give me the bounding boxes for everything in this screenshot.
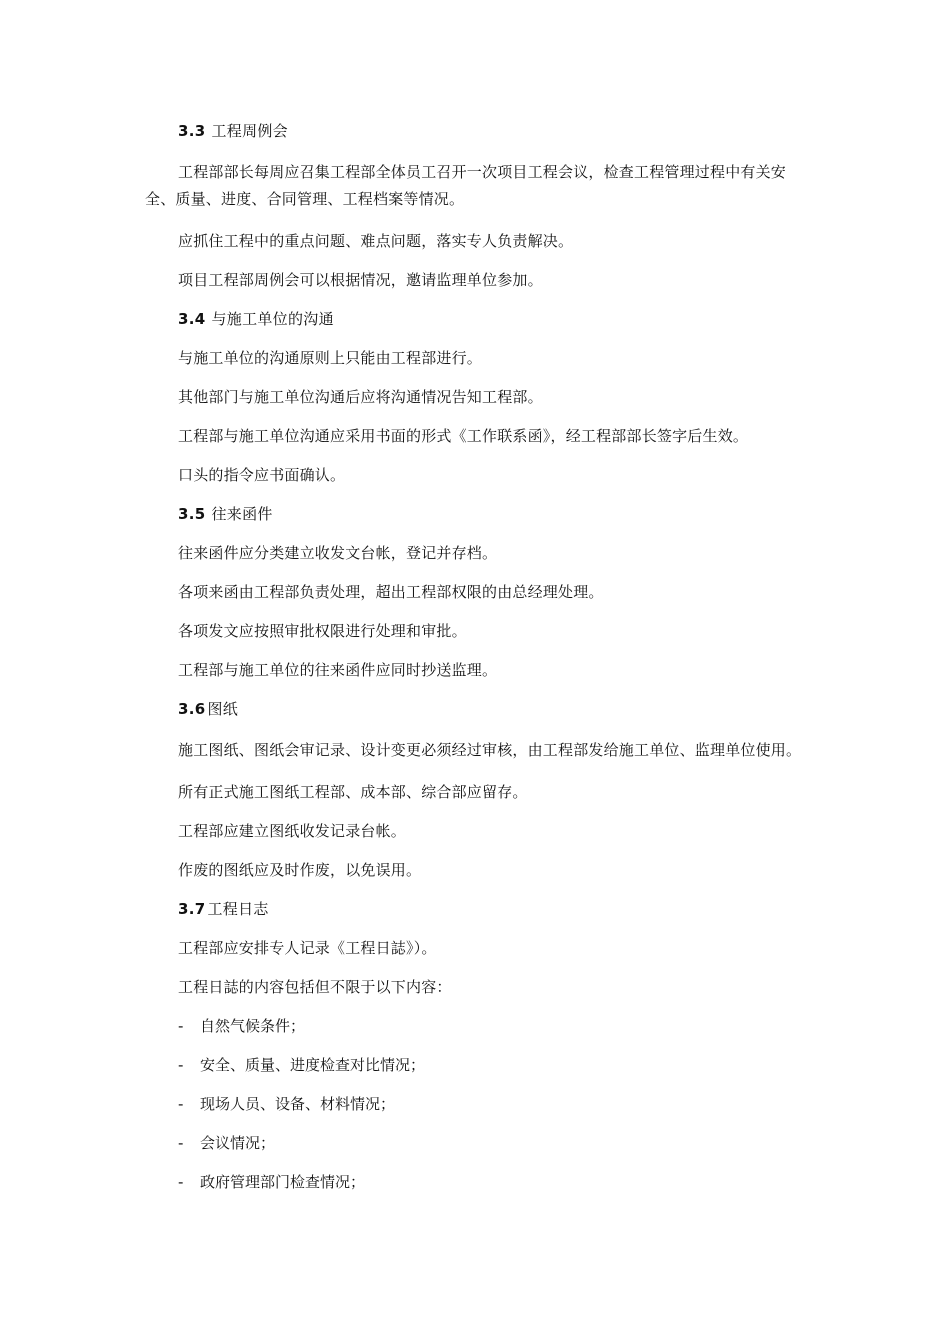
paragraph: 各项发文应按照审批权限进行处理和审批。 bbox=[178, 622, 467, 640]
list-item-text: 政府管理部门检查情况； bbox=[200, 1173, 366, 1191]
paragraph: 往来函件应分类建立收发文台帐，登记并存档。 bbox=[178, 544, 498, 562]
section-heading-3-7 bbox=[145, 898, 810, 920]
list-item bbox=[145, 1132, 810, 1154]
dash-bullet: - bbox=[178, 1095, 184, 1113]
list-item-text: 安全、质量、进度检查对比情况； bbox=[200, 1056, 426, 1074]
paragraph: 工程部应建立图纸收发记录台帐。 bbox=[178, 822, 407, 840]
paragraph: 所有正式施工图纸工程部、成本部、综合部应留存。 bbox=[178, 783, 528, 801]
list-item-text: 会议情况； bbox=[200, 1134, 276, 1152]
section-number: 3.7 bbox=[178, 900, 206, 918]
dash-bullet: - bbox=[178, 1017, 184, 1035]
paragraph: 与施工单位的沟通原则上只能由工程部进行。 bbox=[178, 349, 483, 367]
section-title: 图纸 bbox=[207, 700, 239, 718]
section-heading-3-5 bbox=[145, 503, 810, 525]
paragraph: 其他部门与施工单位沟通后应将沟通情况告知工程部。 bbox=[178, 388, 543, 406]
section-heading-3-6 bbox=[145, 698, 810, 720]
section-number: 3.6 bbox=[178, 700, 206, 718]
section-title: 往来函件 bbox=[211, 505, 273, 523]
section-number: 3.3 bbox=[178, 122, 206, 140]
paragraph: 应抓住工程中的重点问题、难点问题，落实专人负责解决。 bbox=[178, 232, 574, 250]
paragraph: 工程部与施工单位的往来函件应同时抄送监理。 bbox=[178, 661, 498, 679]
document-page bbox=[145, 120, 810, 1210]
dash-bullet: - bbox=[178, 1134, 184, 1152]
paragraph: 工程部应安排专人记录《工程日誌》）。 bbox=[178, 939, 437, 957]
section-title: 工程日志 bbox=[207, 900, 269, 918]
list-item bbox=[145, 1054, 810, 1076]
list-item bbox=[145, 1015, 810, 1037]
section-title: 工程周例会 bbox=[211, 122, 288, 140]
section-heading-3-4 bbox=[145, 308, 810, 330]
section-heading-3-3 bbox=[145, 120, 810, 142]
paragraph: 工程部与施工单位沟通应采用书面的形式《工作联系函》，经工程部部长签字后生效。 bbox=[178, 427, 749, 445]
section-number: 3.5 bbox=[178, 505, 206, 523]
paragraph: 各项来函由工程部负责处理，超出工程部权限的由总经理处理。 bbox=[178, 583, 604, 601]
section-title: 与施工单位的沟通 bbox=[211, 310, 334, 328]
dash-bullet: - bbox=[178, 1056, 184, 1074]
paragraph: 作废的图纸应及时作废，以免误用。 bbox=[178, 861, 422, 879]
paragraph: 施工图纸、图纸会审记录、设计变更必须经过审核，由工程部发给施工单位、监理单位使用。 bbox=[178, 741, 802, 759]
list-item-text: 现场人员、设备、材料情况； bbox=[200, 1095, 396, 1113]
paragraph: 口头的指令应书面确认。 bbox=[178, 466, 346, 484]
list-item bbox=[145, 1093, 810, 1115]
list-item-text: 自然气候条件； bbox=[200, 1017, 306, 1035]
paragraph: 工程部部长每周应召集工程部全体员工召开一次项目工程会议，检查工程管理过程中有关安全、质量、进度、合同管理、工程档案等情况。 bbox=[145, 163, 787, 208]
paragraph: 项目工程部周例会可以根据情况，邀请监理单位参加。 bbox=[178, 271, 543, 289]
list-item bbox=[145, 1171, 810, 1193]
paragraph: 工程日誌的内容包括但不限于以下内容： bbox=[178, 978, 452, 996]
section-number: 3.4 bbox=[178, 310, 206, 328]
dash-bullet: - bbox=[178, 1173, 184, 1191]
